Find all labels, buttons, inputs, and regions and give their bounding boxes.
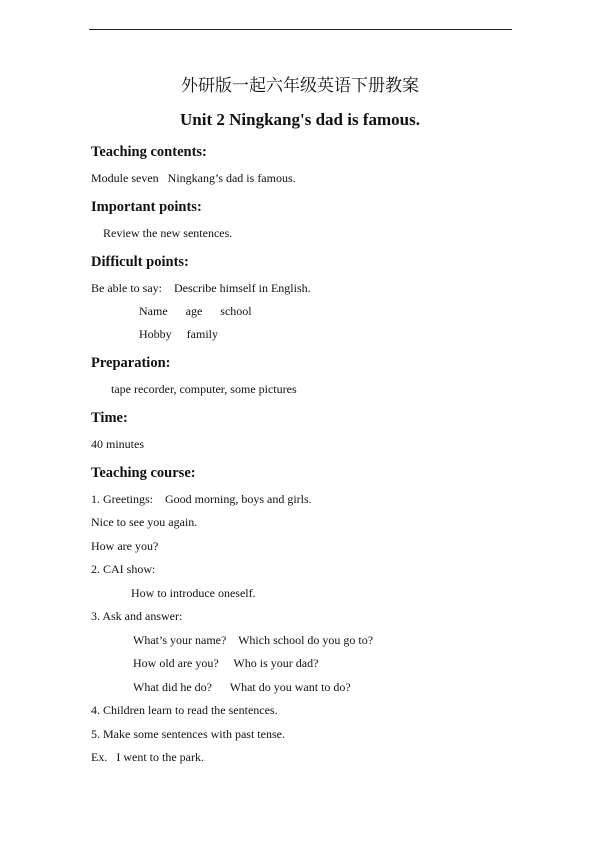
difficult-points-text: Be able to say: Describe himself in English. [91, 281, 311, 295]
preparation-heading: Preparation: [91, 355, 171, 371]
teaching-contents-text: Module seven Ningkang’s dad is famous. [91, 171, 296, 185]
course-line: 1. Greetings: Good morning, boys and girls. [91, 492, 312, 506]
time-heading: Time: [91, 410, 128, 426]
course-line: Ex. I went to the park. [91, 750, 204, 764]
course-line: How are you? [91, 539, 159, 553]
difficult-points-line-2: Name age school [139, 304, 252, 318]
course-line: 5. Make some sentences with past tense. [91, 727, 285, 741]
teaching-course-heading: Teaching course: [91, 465, 196, 481]
difficult-points-heading: Difficult points: [91, 254, 189, 270]
course-line: How to introduce oneself. [131, 586, 256, 600]
document-title-chinese: 外研版一起六年级英语下册教案 [181, 76, 419, 96]
course-line: 4. Children learn to read the sentences. [91, 703, 278, 717]
preparation-text: tape recorder, computer, some pictures [111, 382, 297, 396]
difficult-points-line-3: Hobby family [139, 327, 218, 341]
course-line: How old are you? Who is your dad? [133, 656, 319, 670]
important-points-heading: Important points: [91, 199, 202, 215]
important-points-text: Review the new sentences. [103, 226, 233, 240]
course-line: 2. CAI show: [91, 562, 156, 576]
time-text: 40 minutes [91, 437, 144, 451]
course-line: What’s your name? Which school do you go to? [133, 633, 374, 647]
document-title-english: Unit 2 Ningkang's dad is famous. [180, 110, 420, 129]
teaching-contents-heading: Teaching contents: [91, 144, 207, 160]
course-line: Nice to see you again. [91, 515, 198, 529]
header-rule [89, 29, 512, 30]
course-line: 3. Ask and answer: [91, 609, 183, 623]
course-line: What did he do? What do you want to do? [133, 680, 351, 694]
